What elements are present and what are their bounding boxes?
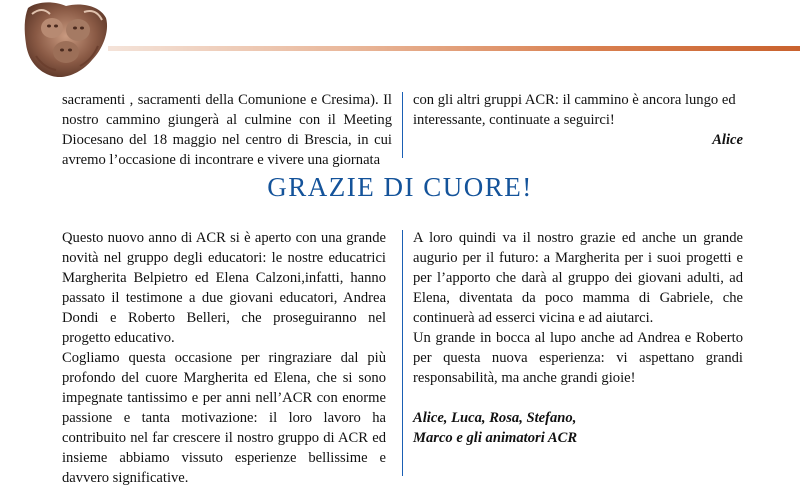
bottom-left-column xyxy=(62,228,386,488)
decorative-ornament xyxy=(22,0,110,82)
top-left-text: sacramenti , sacramenti della Comunione e Cresima). Il nostro cammino giungerà al culmine con il Meeting Diocesano del 18 maggio nel centro di Brescia, in cui avremo l’occasione di incontrare e vivere una giornata xyxy=(62,92,392,168)
top-left-column xyxy=(62,90,392,170)
bottom-right-paragraph-1: A loro quindi va il nostro grazie ed anche un grande augurio per il futuro: a Margherita per i suoi progetti e per l’apporto che darà al gruppo dei giovani adulti, ad Elena, diventata da poco mamma di Gabriele, che continuerà ad esserci vicina e ad aiutarci. xyxy=(413,230,743,326)
bottom-column-divider xyxy=(402,230,403,476)
bottom-right-signature-line-2: Marco e gli animatori ACR xyxy=(413,430,578,446)
bottom-left-paragraph-2: Cogliamo questa occasione per ringraziare dal più profondo del cuore Margherita ed Elena, che si sono impegnate tantissimo e per anni nell’ACR con enorme passione e tanta motivazione: il loro lavoro ha contribuito nel far crescere il nostro gruppo di ACR ed insieme abbiamo vissuto esperienze bellissime e davvero significative. xyxy=(62,350,386,486)
top-right-column xyxy=(413,90,743,150)
top-right-text: con gli altri gruppi ACR: il cammino è ancora lungo ed interessante, continuate a seguirci! xyxy=(413,92,736,128)
article-heading: GRAZIE DI CUORE! xyxy=(267,172,533,202)
top-column-divider xyxy=(402,92,403,158)
header-rule xyxy=(108,46,800,51)
bottom-left-paragraph-1: Questo nuovo anno di ACR si è aperto con una grande novità nel gruppo degli educatori: le nostre educatrici Margherita Belpietro ed Elena Calzoni,infatti, hanno passato il testimone a due giovani educatori, Andrea Dondi e Roberto Belleri, che proseguiranno nel progetto educativo. xyxy=(62,230,386,346)
bottom-right-column xyxy=(413,228,743,448)
top-right-signature: Alice xyxy=(712,132,743,148)
bottom-right-paragraph-2: Un grande in bocca al lupo anche ad Andrea e Roberto per questa nuova esperienza: vi aspettano grandi responsabilità, ma anche grandi gioie! xyxy=(413,330,743,386)
bottom-right-signature-line-1: Alice, Luca, Rosa, Stefano, xyxy=(413,410,577,426)
